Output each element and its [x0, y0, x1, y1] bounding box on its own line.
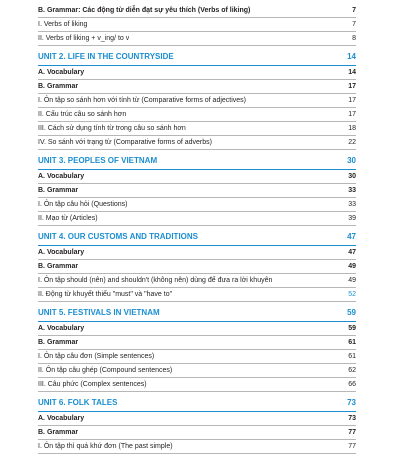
- toc-page-number: 33: [348, 201, 356, 208]
- toc-page-number: 30: [348, 173, 356, 180]
- toc-entry-title: II. Verbs of liking + v_ing/ to v: [38, 35, 130, 42]
- toc-page-number: 73: [348, 415, 356, 422]
- toc-entry: [38, 364, 356, 378]
- toc-page-number: 77: [348, 443, 356, 450]
- toc-page-number: 77: [348, 429, 356, 436]
- toc-entry: [38, 66, 356, 80]
- toc-page-number: 8: [352, 35, 356, 42]
- toc-entry: [38, 336, 356, 350]
- toc-entry: [38, 94, 356, 108]
- toc-entry-title: III. Cách sử dụng tính từ trong câu so sánh hơn: [38, 125, 186, 132]
- toc-unit-heading: [38, 394, 356, 412]
- toc-page-number: 22: [348, 139, 356, 146]
- toc-unit-heading: [38, 228, 356, 246]
- toc-entry-title: II. Ôn tập câu ghép (Compound sentences): [38, 367, 173, 374]
- toc-entry-title: UNIT 5. FESTIVALS IN VIETNAM: [38, 308, 160, 317]
- toc-entry-title: UNIT 6. FOLK TALES: [38, 398, 118, 407]
- toc-entry-title: I. Ôn tập should (nên) and shouldn't (không nên) dùng để đưa ra lời khuyên: [38, 277, 273, 284]
- toc-page-number: 59: [348, 325, 356, 332]
- toc-entry-title: B. Grammar: [38, 83, 79, 90]
- toc-unit-heading: [38, 152, 356, 170]
- toc-page-number: 66: [348, 381, 356, 388]
- toc-page-number: 18: [348, 125, 356, 132]
- toc-entry: [38, 322, 356, 336]
- toc-entry-title: B. Grammar: [38, 187, 79, 194]
- toc-page-number: 47: [348, 249, 356, 256]
- toc-entry-title: II. Cấu trúc câu so sánh hơn: [38, 111, 127, 118]
- toc-entry: [38, 184, 356, 198]
- toc-entry-title: I. Ôn tập so sánh hơn với tính từ (Comparative forms of adjectives): [38, 97, 247, 104]
- table-of-contents: [38, 4, 356, 454]
- toc-entry-title: UNIT 4. OUR CUSTOMS AND TRADITIONS: [38, 232, 199, 241]
- toc-page-number: 17: [348, 97, 356, 104]
- toc-entry-title: B. Grammar: [38, 429, 79, 436]
- toc-entry: [38, 32, 356, 46]
- toc-entry-title: I. Ôn tập câu hỏi (Questions): [38, 201, 128, 208]
- toc-entry: [38, 378, 356, 392]
- toc-entry-title: II. Mạo từ (Articles): [38, 215, 98, 222]
- toc-entry-title: II. Động từ khuyết thiếu "must" và "have to": [38, 291, 173, 298]
- toc-page-number: 49: [348, 263, 356, 270]
- toc-page-number: 73: [347, 398, 356, 407]
- toc-entry: [38, 212, 356, 226]
- toc-page-number: 39: [348, 215, 356, 222]
- toc-entry-title: A. Vocabulary: [38, 173, 85, 180]
- toc-entry-title: B. Grammar: Các động từ diễn đạt sự yêu thích (Verbs of liking): [38, 7, 251, 14]
- toc-page-number: 33: [348, 187, 356, 194]
- toc-entry: [38, 198, 356, 212]
- toc-entry: [38, 80, 356, 94]
- toc-entry-title: I. Ôn tập câu đơn (Simple sentences): [38, 353, 155, 360]
- toc-entry: [38, 350, 356, 364]
- toc-entry: [38, 260, 356, 274]
- toc-page-number: 47: [347, 232, 356, 241]
- toc-entry-title: A. Vocabulary: [38, 249, 85, 256]
- toc-entry: [38, 274, 356, 288]
- toc-entry: [38, 18, 356, 32]
- toc-entry-title: B. Grammar: [38, 339, 79, 346]
- toc-page-number: 61: [348, 339, 356, 346]
- toc-page-number: 14: [347, 52, 356, 61]
- toc-entry: [38, 412, 356, 426]
- toc-page-number: 49: [348, 277, 356, 284]
- toc-entry: [38, 108, 356, 122]
- toc-unit-heading: [38, 48, 356, 66]
- toc-entry: [38, 440, 356, 454]
- toc-entry-title: B. Grammar: [38, 263, 79, 270]
- toc-page-number: 7: [352, 21, 356, 28]
- toc-entry: [38, 288, 356, 302]
- toc-entry: [38, 170, 356, 184]
- toc-entry: [38, 426, 356, 440]
- toc-page-number: 59: [347, 308, 356, 317]
- toc-page-number: 17: [348, 111, 356, 118]
- toc-entry-title: I. Verbs of liking: [38, 21, 88, 28]
- toc-entry-title: III. Câu phức (Complex sentences): [38, 381, 147, 388]
- toc-entry: [38, 122, 356, 136]
- toc-page-number: 61: [348, 353, 356, 360]
- toc-entry-title: IV. So sánh với trạng từ (Comparative forms of adverbs): [38, 139, 212, 146]
- toc-page-number: 7: [352, 7, 356, 14]
- toc-page-number: 14: [348, 69, 356, 76]
- toc-entry-title: A. Vocabulary: [38, 325, 85, 332]
- toc-entry-title: A. Vocabulary: [38, 415, 85, 422]
- toc-entry-title: A. Vocabulary: [38, 69, 85, 76]
- toc-entry: [38, 136, 356, 150]
- toc-entry: [38, 246, 356, 260]
- toc-page-number: 52: [348, 291, 356, 298]
- toc-entry-title: I. Ôn tập thì quá khứ đơn (The past simple): [38, 443, 173, 450]
- toc-page-number: 30: [347, 156, 356, 165]
- toc-entry-title: UNIT 3. PEOPLES OF VIETNAM: [38, 156, 158, 165]
- toc-entry-title: UNIT 2. LIFE IN THE COUNTRYSIDE: [38, 52, 174, 61]
- toc-page-number: 62: [348, 367, 356, 374]
- toc-entry: [38, 4, 356, 18]
- toc-page-number: 17: [348, 83, 356, 90]
- toc-unit-heading: [38, 304, 356, 322]
